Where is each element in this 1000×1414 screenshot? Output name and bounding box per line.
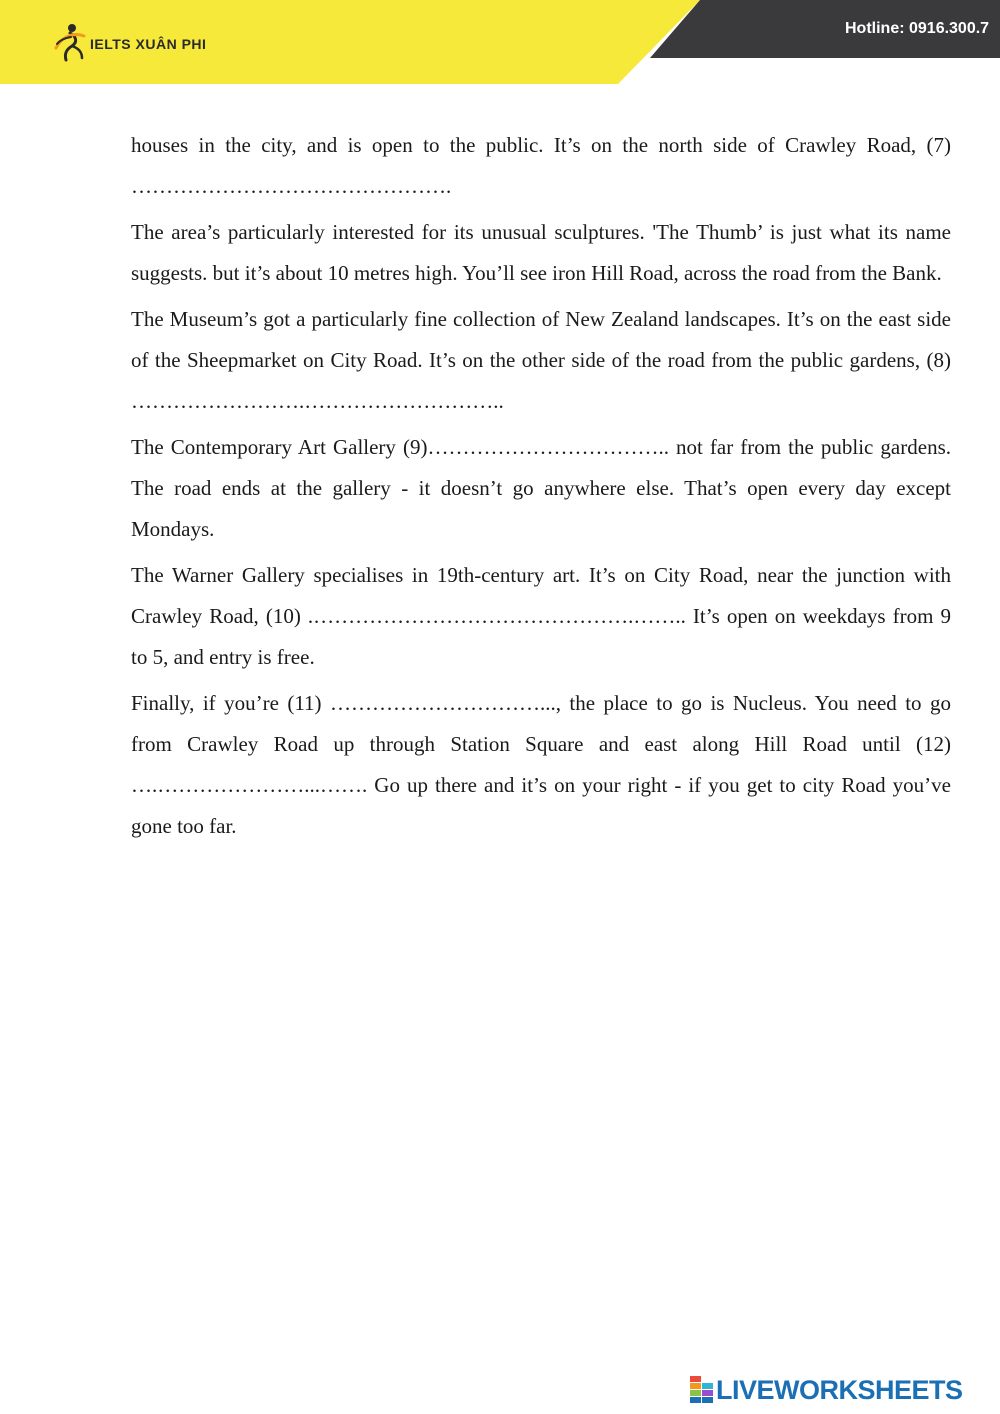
liveworksheets-blocks-icon	[690, 1376, 714, 1404]
paragraph: houses in the city, and is open to the public. It’s on the north side of Crawley Road, (7) ……………………………………….	[131, 133, 951, 198]
brand-name: IELTS XUÂN PHI	[90, 36, 207, 52]
liveworksheets-logo	[690, 1374, 963, 1406]
paragraph: The Contemporary Art Gallery (9)…………………………….. not far from the public gardens. The road ends at the gallery - it doesn’t go anywhere else. That’s open every day except Mondays.	[131, 435, 951, 541]
paragraph: Finally, if you’re (11) …………………………..., the place to go is Nucleus. You need to go from Crawley Road up through Station Square and east along Hill Road until (12) ….…………………...……. Go up there and it’s on your right - if you get to city Road you’ve gone too far.	[131, 691, 951, 838]
paragraph: The Museum’s got a particularly fine collection of New Zealand landscapes. It’s on the east side of the Sheepmarket on City Road. It’s on the other side of the road from the public gardens, (8) …………………….………………………..	[131, 307, 951, 413]
hotline-text: Hotline: 0916.300.7	[845, 20, 990, 37]
paragraph: The area’s particularly interested for its unusual sculptures. 'The Thumb’ is just what its name suggests. but it’s about 10 metres high. You’ll see iron Hill Road, across the road from the Bank.	[131, 220, 951, 285]
brand-logo	[52, 22, 206, 64]
runner-logo-icon	[52, 22, 88, 64]
document-body	[131, 125, 951, 852]
liveworksheets-wordmark: LIVEWORKSHEETS	[716, 1374, 963, 1405]
paragraph: The Warner Gallery specialises in 19th-century art. It’s on City Road, near the junction with Crawley Road, (10) .……………………………………….…….. It’s open on weekdays from 9 to 5, and entry is free.	[131, 563, 951, 669]
page-header	[0, 0, 1000, 90]
